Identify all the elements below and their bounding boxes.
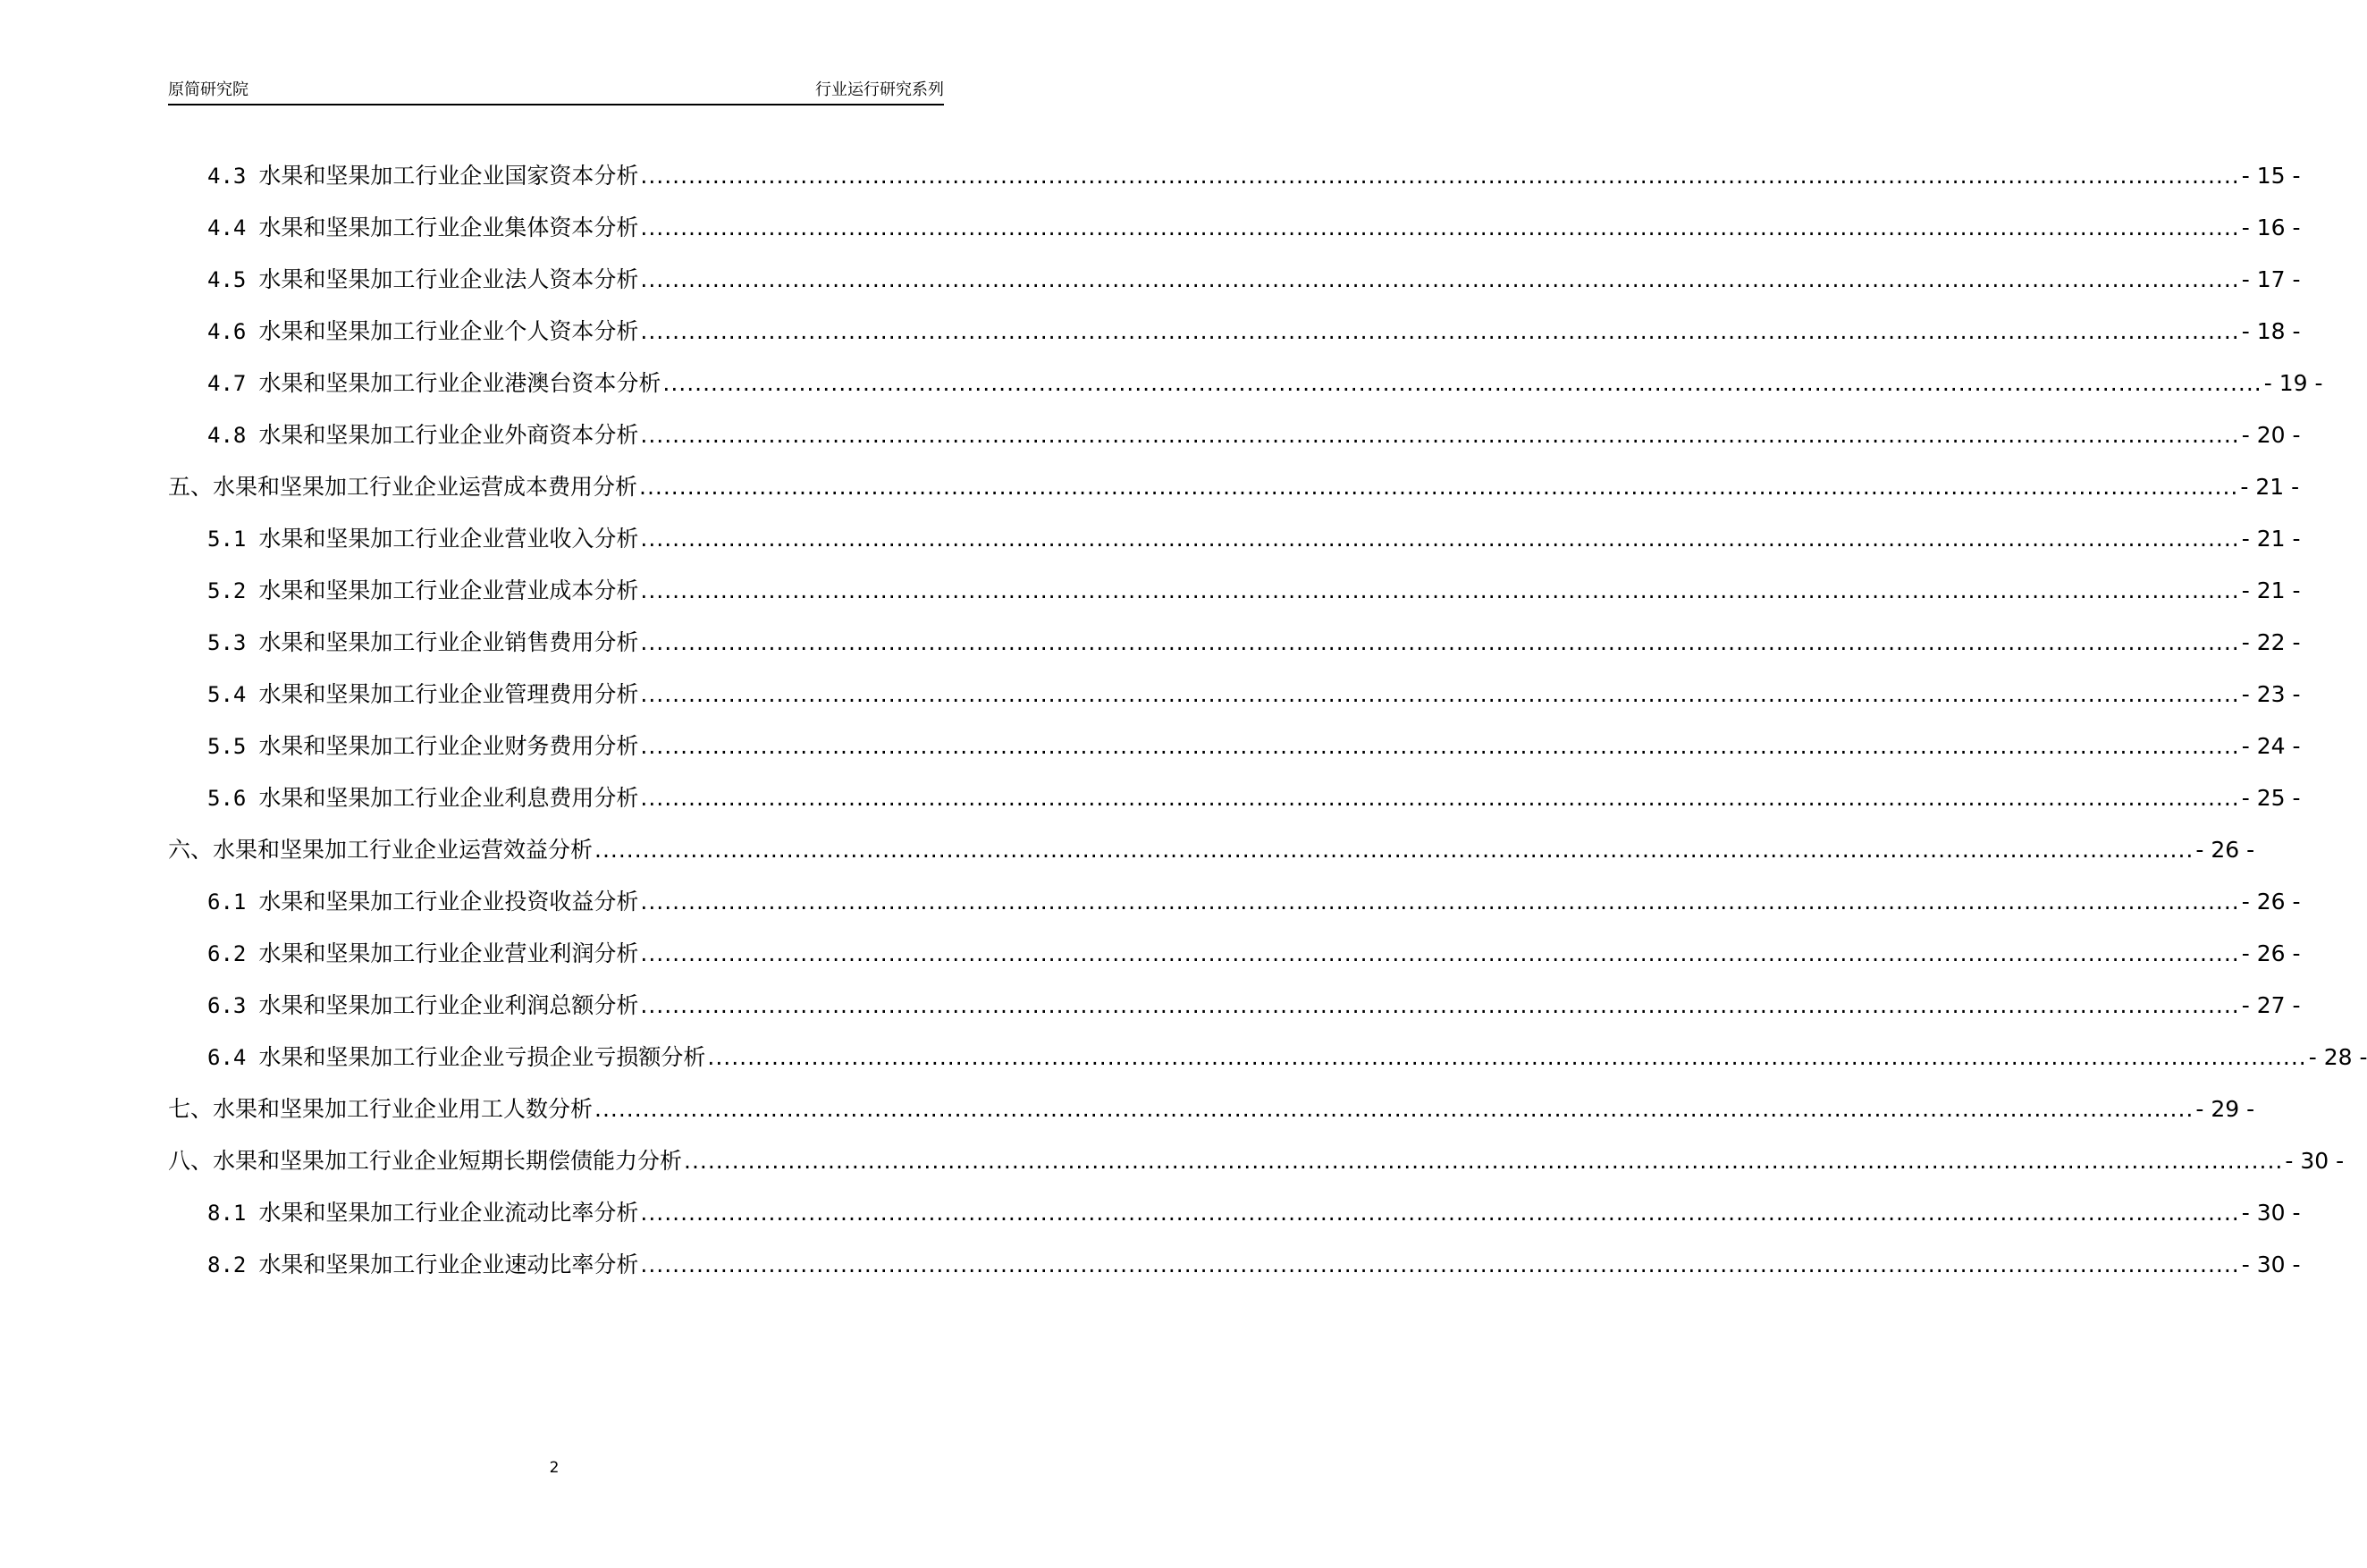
toc-entry-page: - 26 -	[2195, 837, 2255, 863]
toc-entry-number: 5.1	[207, 527, 247, 552]
toc-entry-page: - 21 -	[2240, 474, 2300, 500]
toc-entry-title: 水果和坚果加工行业企业利润总额分析	[258, 992, 639, 1018]
toc-entry-section[interactable]	[207, 884, 2301, 920]
toc-entry-title: 水果和坚果加工行业企业营业收入分析	[258, 526, 639, 552]
toc-entry-page: - 21 -	[2241, 526, 2301, 552]
toc-entry-page: - 27 -	[2241, 992, 2301, 1018]
toc-entry-section[interactable]	[207, 677, 2301, 712]
toc-entry-page: - 17 -	[2241, 266, 2301, 292]
toc-entry-number: 4.3	[207, 164, 247, 189]
toc-entry-page: - 16 -	[2241, 215, 2301, 240]
toc-dot-leader: ........................................................................................................................................................................................................	[594, 1096, 2194, 1122]
toc-entry-section[interactable]	[207, 1247, 2301, 1283]
toc-entry-page: - 28 -	[2308, 1044, 2367, 1070]
toc-entry-number: 5.5	[207, 734, 247, 759]
toc-dot-leader: ........................................................................................................................................................................................................	[640, 1252, 2240, 1277]
toc-entry-number: 8.2	[207, 1252, 247, 1277]
toc-entry-page: - 26 -	[2241, 940, 2301, 966]
toc-entry-title: 五、水果和坚果加工行业企业运营成本费用分析	[168, 474, 638, 500]
toc-entry-page: - 30 -	[2241, 1252, 2301, 1277]
toc-entry-chapter[interactable]	[168, 1143, 2345, 1179]
toc-dot-leader: ........................................................................................................................................................................................................	[640, 266, 2240, 292]
toc-entry-section[interactable]	[207, 210, 2301, 246]
toc-entry-page: - 21 -	[2241, 577, 2301, 603]
toc-entry-page: - 26 -	[2241, 889, 2301, 915]
toc-entry-page: - 23 -	[2241, 681, 2301, 707]
toc-dot-leader: ........................................................................................................................................................................................................	[640, 215, 2240, 240]
toc-entry-number: 5.6	[207, 786, 247, 811]
toc-dot-leader: ........................................................................................................................................................................................................	[640, 577, 2240, 603]
toc-entry-number: 5.4	[207, 682, 247, 707]
toc-entry-chapter[interactable]	[168, 1092, 2255, 1127]
toc-dot-leader: ........................................................................................................................................................................................................	[640, 785, 2240, 811]
toc-dot-leader: ........................................................................................................................................................................................................	[640, 526, 2240, 552]
toc-dot-leader: ........................................................................................................................................................................................................	[640, 629, 2240, 655]
toc-entry-title: 水果和坚果加工行业企业国家资本分析	[258, 163, 639, 189]
toc-entry-title: 水果和坚果加工行业企业外商资本分析	[258, 422, 639, 448]
header-series-name: 行业运行研究系列	[815, 80, 944, 99]
toc-entry-chapter[interactable]	[168, 832, 2255, 868]
toc-entry-section[interactable]	[207, 417, 2301, 453]
toc-dot-leader: ........................................................................................................................................................................................................	[639, 474, 2239, 500]
toc-entry-number: 6.1	[207, 889, 247, 915]
page-header	[168, 77, 944, 105]
toc-entry-section[interactable]	[207, 988, 2301, 1024]
toc-dot-leader: ........................................................................................................................................................................................................	[640, 318, 2240, 344]
toc-dot-leader: ........................................................................................................................................................................................................	[594, 837, 2194, 863]
toc-entry-number: 4.7	[207, 371, 247, 396]
toc-entry-title: 八、水果和坚果加工行业企业短期长期偿债能力分析	[168, 1148, 683, 1174]
toc-entry-page: - 30 -	[2241, 1200, 2301, 1226]
toc-dot-leader: ........................................................................................................................................................................................................	[640, 889, 2240, 915]
toc-entry-section[interactable]	[207, 314, 2301, 350]
toc-entry-section[interactable]	[207, 158, 2301, 194]
toc-entry-page: - 20 -	[2241, 422, 2301, 448]
toc-entry-number: 4.4	[207, 215, 247, 240]
toc-entry-title: 水果和坚果加工行业企业亏损企业亏损额分析	[258, 1044, 706, 1070]
toc-entry-section[interactable]	[207, 262, 2301, 298]
toc-entry-section[interactable]	[207, 1195, 2301, 1231]
toc-entry-page: - 29 -	[2195, 1096, 2255, 1122]
toc-dot-leader: ........................................................................................................................................................................................................	[640, 681, 2240, 707]
toc-dot-leader: ........................................................................................................................................................................................................	[640, 940, 2240, 966]
toc-entry-number: 5.2	[207, 578, 247, 603]
toc-entry-number: 4.5	[207, 267, 247, 292]
toc-entry-title: 水果和坚果加工行业企业投资收益分析	[258, 889, 639, 915]
toc-entry-number: 6.4	[207, 1045, 247, 1070]
toc-entry-section[interactable]	[207, 729, 2301, 764]
toc-entry-page: - 15 -	[2241, 163, 2301, 189]
toc-dot-leader: ........................................................................................................................................................................................................	[640, 163, 2240, 189]
toc-entry-number: 8.1	[207, 1201, 247, 1226]
toc-entry-section[interactable]	[207, 521, 2301, 557]
toc-dot-leader: ........................................................................................................................................................................................................	[640, 733, 2240, 759]
toc-entry-title: 水果和坚果加工行业企业速动比率分析	[258, 1252, 639, 1277]
toc-dot-leader: ........................................................................................................................................................................................................	[640, 992, 2240, 1018]
toc-dot-leader: ........................................................................................................................................................................................................	[707, 1044, 2307, 1070]
toc-entry-page: - 19 -	[2263, 370, 2323, 396]
toc-entry-page: - 24 -	[2241, 733, 2301, 759]
toc-entry-title: 水果和坚果加工行业企业财务费用分析	[258, 733, 639, 759]
toc-entry-title: 水果和坚果加工行业企业法人资本分析	[258, 266, 639, 292]
toc-dot-leader: ........................................................................................................................................................................................................	[662, 370, 2262, 396]
toc-entry-section[interactable]	[207, 625, 2301, 661]
toc-entry-chapter[interactable]	[168, 469, 2300, 505]
toc-entry-title: 六、水果和坚果加工行业企业运营效益分析	[168, 837, 594, 863]
toc-entry-title: 水果和坚果加工行业企业个人资本分析	[258, 318, 639, 344]
toc-entry-title: 七、水果和坚果加工行业企业用工人数分析	[168, 1096, 594, 1122]
toc-entry-title: 水果和坚果加工行业企业流动比率分析	[258, 1200, 639, 1226]
toc-entry-page: - 25 -	[2241, 785, 2301, 811]
toc-entry-number: 4.8	[207, 423, 247, 448]
toc-entry-title: 水果和坚果加工行业企业营业成本分析	[258, 577, 639, 603]
toc-entry-page: - 18 -	[2241, 318, 2301, 344]
page-number: 2	[549, 1459, 560, 1477]
toc-entry-title: 水果和坚果加工行业企业利息费用分析	[258, 785, 639, 811]
toc-entry-title: 水果和坚果加工行业企业营业利润分析	[258, 940, 639, 966]
toc-entry-section[interactable]	[207, 366, 2323, 401]
toc-entry-page: - 22 -	[2241, 629, 2301, 655]
toc-entry-title: 水果和坚果加工行业企业港澳台资本分析	[258, 370, 661, 396]
toc-entry-number: 6.2	[207, 941, 247, 966]
toc-dot-leader: ........................................................................................................................................................................................................	[640, 1200, 2240, 1226]
toc-entry-number: 4.6	[207, 319, 247, 344]
header-org-name: 原简研究院	[168, 80, 248, 99]
toc-entry-title: 水果和坚果加工行业企业集体资本分析	[258, 215, 639, 240]
toc-entry-section[interactable]	[207, 573, 2301, 609]
toc-entry-title: 水果和坚果加工行业企业销售费用分析	[258, 629, 639, 655]
toc-entry-number: 5.3	[207, 630, 247, 655]
toc-entry-number: 6.3	[207, 993, 247, 1018]
toc-entry-section[interactable]	[207, 936, 2301, 972]
toc-entry-page: - 30 -	[2285, 1148, 2345, 1174]
toc-entry-section[interactable]	[207, 1040, 2367, 1075]
toc-entry-title: 水果和坚果加工行业企业管理费用分析	[258, 681, 639, 707]
toc-dot-leader: ........................................................................................................................................................................................................	[640, 422, 2240, 448]
toc-dot-leader: ........................................................................................................................................................................................................	[684, 1148, 2284, 1174]
toc-entry-section[interactable]	[207, 780, 2301, 816]
